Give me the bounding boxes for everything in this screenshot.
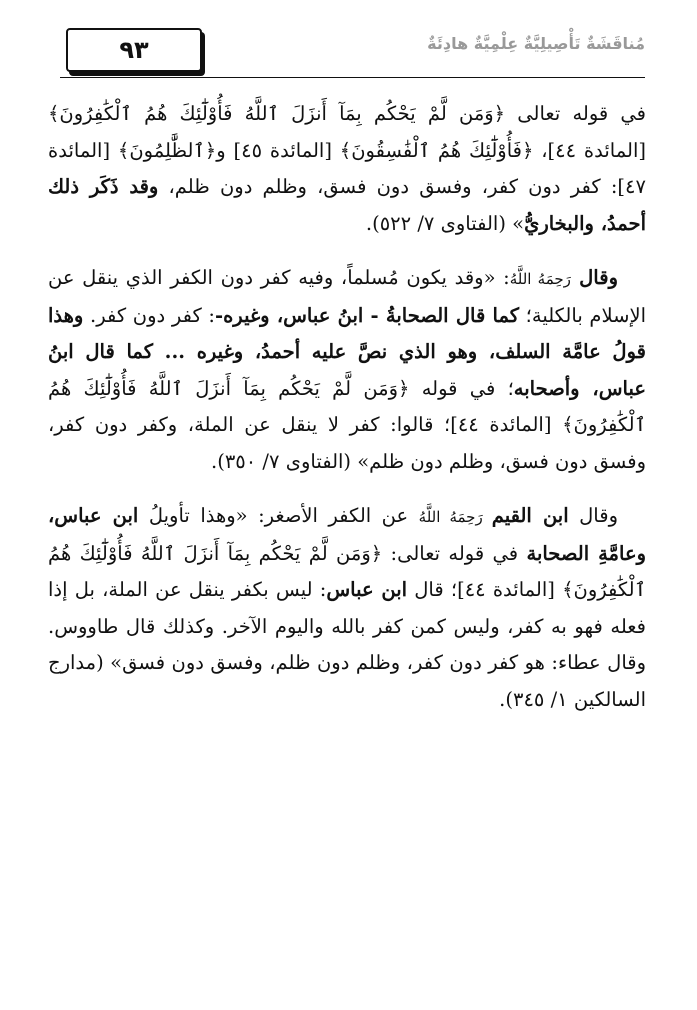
paragraph-3-segment: وقال <box>568 504 618 527</box>
paragraph-3-segment: في قوله تعالى: ﴿وَمَن لَّمْ يَحْكُم بِمَآ أَنزَلَ ٱللَّهُ فَأُوْلَٰٓئِكَ هُمُ ٱلْكَٰفِرُونَ﴾ [المائدة ٤٤]؛ قال <box>48 541 646 601</box>
body-text <box>48 96 646 718</box>
paragraph-2-segment: : «وقد يكون مُسلماً، وفيه كفر دون الكفر الذي ينقل عن الإسلام بالكلية؛ <box>48 266 646 327</box>
paragraph-3-bold: ابن القيم <box>491 504 569 527</box>
paragraph-2-segment: : كفر دون كفر. <box>83 303 215 327</box>
header-rule <box>60 77 645 78</box>
paragraph-3-bold: ابن عباس <box>326 578 408 601</box>
honorific: رَحِمَهُ اللَّهُ <box>418 508 492 526</box>
paragraph-1 <box>48 96 646 242</box>
paragraph-3 <box>48 498 646 718</box>
page-number-box <box>66 28 202 72</box>
paragraph-3-segment: عن الكفر الأصغر: «وهذا تأويلُ <box>138 504 419 527</box>
paragraph-2-bold: وقال <box>570 266 618 289</box>
paragraph-2 <box>48 260 646 480</box>
honorific: رَحِمَهُ اللَّهُ <box>509 270 571 288</box>
paragraph-2-segment: ؛ في قوله ﴿وَمَن لَّمْ يَحْكُم بِمَآ أَنزَلَ ٱللَّهُ فَأُوْلَٰٓئِكَ هُمُ ٱلْكَٰفِرُونَ﴾ [المائدة ٤٤]؛ قالوا: كفر لا ينقل عن الملة، وكفر دون كفر، وفسق دون فسق، وظلم دون ظلم» (الفتاوى ٧/ ٣٥٠). <box>48 376 646 473</box>
paragraph-1-segment: في قوله تعالى ﴿وَمَن لَّمْ يَحْكُم بِمَآ أَنزَلَ ٱللَّهُ فَأُوْلَٰٓئِكَ هُمُ ٱلْكَٰفِرُونَ﴾ [المائدة ٤٤]، ﴿فَأُوْلَٰٓئِكَ هُمُ ٱلْفَٰسِقُونَ﴾ [المائدة ٤٥] و﴿ٱلظَّٰلِمُونَ﴾ [المائدة ٤٧]: كفر دون كفر، وفسق دون فسق، وظلم دون ظلم، <box>48 102 646 198</box>
paragraph-1-bold: وقد ذَكَر ذلك أحمدُ، والبخاريُّ <box>48 175 646 235</box>
paragraph-3-bold: ابن عباس، وعامَّةِ الصحابة <box>48 504 646 565</box>
paragraph-2-bold: وهذا قولُ عامَّة السلف، وهو الذي نصَّ عليه أحمدُ، وغيره ... كما قال ابنُ عباس، وأصحابه <box>48 303 646 400</box>
page-number: ٩٣ <box>119 36 149 64</box>
paragraph-3-segment: : ليس بكفر ينقل عن الملة، بل إذا فعله فهو به كفر، وليس كمن كفر بالله واليوم الآخر. وكذلك قال طاووس. وقال عطاء: هو كفر دون كفر، وظلم دون ظلم، وفسق دون فسق» (مدارج السالكين ١/ ٣٤٥). <box>48 578 646 711</box>
paragraph-1-segment: » (الفتاوى ٧/ ٥٢٢). <box>365 211 525 235</box>
running-title: مُناقَشَةٌ تَأْصِيلِيَّةٌ عِلْمِيَّةٌ هادِئَةٌ <box>427 34 645 53</box>
paragraph-2-bold: كما قال الصحابةُ - ابنُ عباس، وغيره- <box>215 303 520 327</box>
page-header <box>60 28 645 78</box>
